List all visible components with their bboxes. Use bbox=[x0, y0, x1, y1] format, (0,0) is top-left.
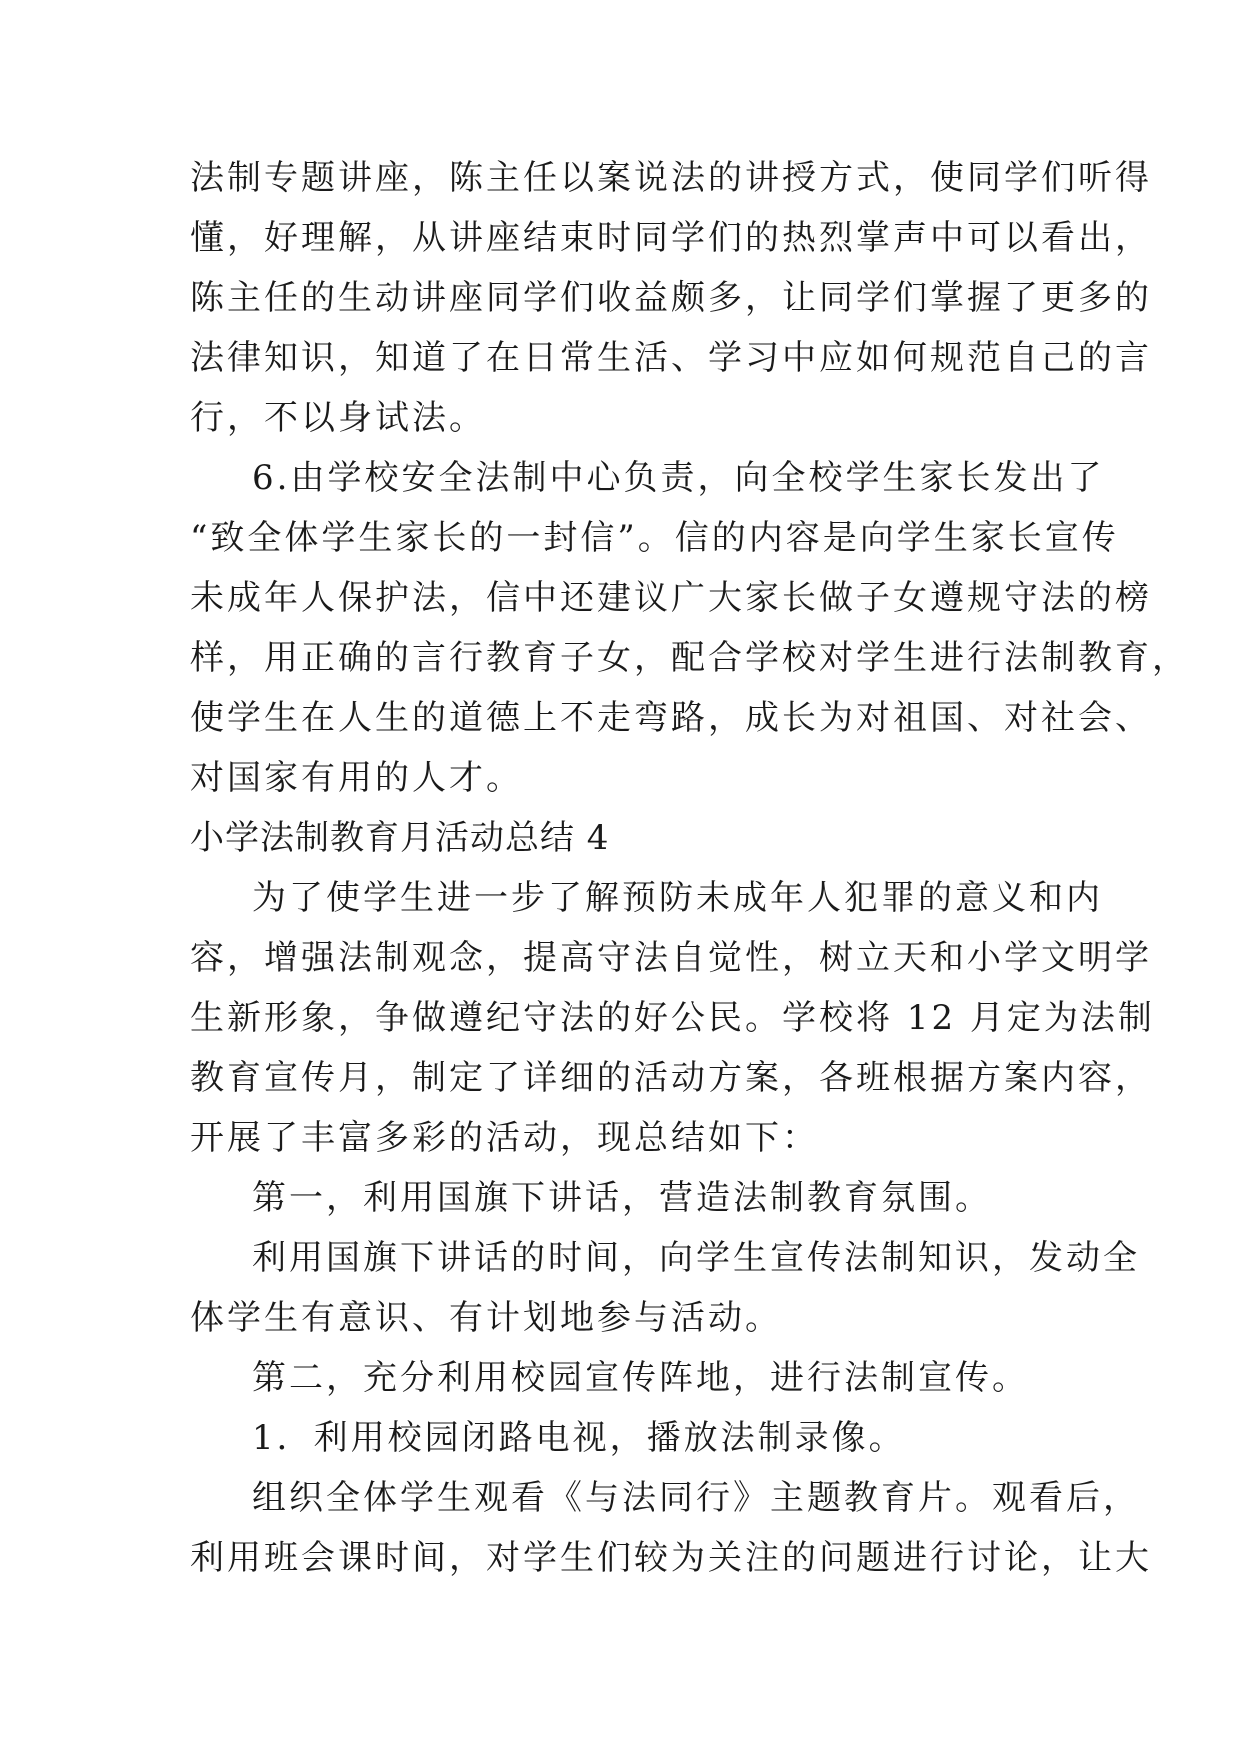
text-line: 为了使学生进一步了解预防未成年人犯罪的意义和内 bbox=[252, 878, 1103, 918]
text-line: 第一，利用国旗下讲话，营造法制教育氛围。 bbox=[252, 1178, 992, 1218]
text-line: 行，不以身试法。 bbox=[190, 398, 486, 438]
text-line: 组织全体学生观看《与法同行》主题教育片。观看后， bbox=[252, 1478, 1140, 1518]
text-line: 体学生有意识、有计划地参与活动。 bbox=[190, 1298, 782, 1338]
text-line: 利用国旗下讲话的时间，向学生宣传法制知识，发动全 bbox=[252, 1238, 1140, 1278]
text-line: 1．利用校园闭路电视，播放法制录像。 bbox=[252, 1418, 906, 1458]
text-line: 生新形象，争做遵纪守法的好公民。学校将 12 月定为法制 bbox=[190, 998, 1155, 1038]
text-line: 教育宣传月，制定了详细的活动方案，各班根据方案内容， bbox=[190, 1058, 1152, 1098]
text-line: “致全体学生家长的一封信”。信的内容是向学生家长宣传 bbox=[190, 518, 1119, 558]
text-line: 第二，充分利用校园宣传阵地，进行法制宣传。 bbox=[252, 1358, 1029, 1398]
text-line: 利用班会课时间，对学生们较为关注的问题进行讨论，让大 bbox=[190, 1538, 1152, 1578]
text-line: 法制专题讲座，陈主任以案说法的讲授方式，使同学们听得 bbox=[190, 158, 1152, 198]
text-line: 法律知识，知道了在日常生活、学习中应如何规范自己的言 bbox=[190, 338, 1152, 378]
text-line: 6.由学校安全法制中心负责，向全校学生家长发出了 bbox=[252, 458, 1105, 498]
document-body bbox=[190, 148, 1189, 1588]
text-line: 开展了丰富多彩的活动，现总结如下： bbox=[190, 1118, 819, 1158]
text-line: 对国家有用的人才。 bbox=[190, 758, 523, 798]
text-line: 容，增强法制观念，提高守法自觉性，树立天和小学文明学 bbox=[190, 938, 1152, 978]
text-line: 懂，好理解，从讲座结束时同学们的热烈掌声中可以看出， bbox=[190, 218, 1152, 258]
section-heading: 小学法制教育月活动总结 4 bbox=[190, 818, 610, 858]
text-line: 未成年人保护法，信中还建议广大家长做子女遵规守法的榜 bbox=[190, 578, 1152, 618]
text-line: 陈主任的生动讲座同学们收益颇多，让同学们掌握了更多的 bbox=[190, 278, 1152, 318]
text-line: 样，用正确的言行教育子女，配合学校对学生进行法制教育， bbox=[190, 638, 1189, 678]
text-line: 使学生在人生的道德上不走弯路，成长为对祖国、对社会、 bbox=[190, 698, 1152, 738]
